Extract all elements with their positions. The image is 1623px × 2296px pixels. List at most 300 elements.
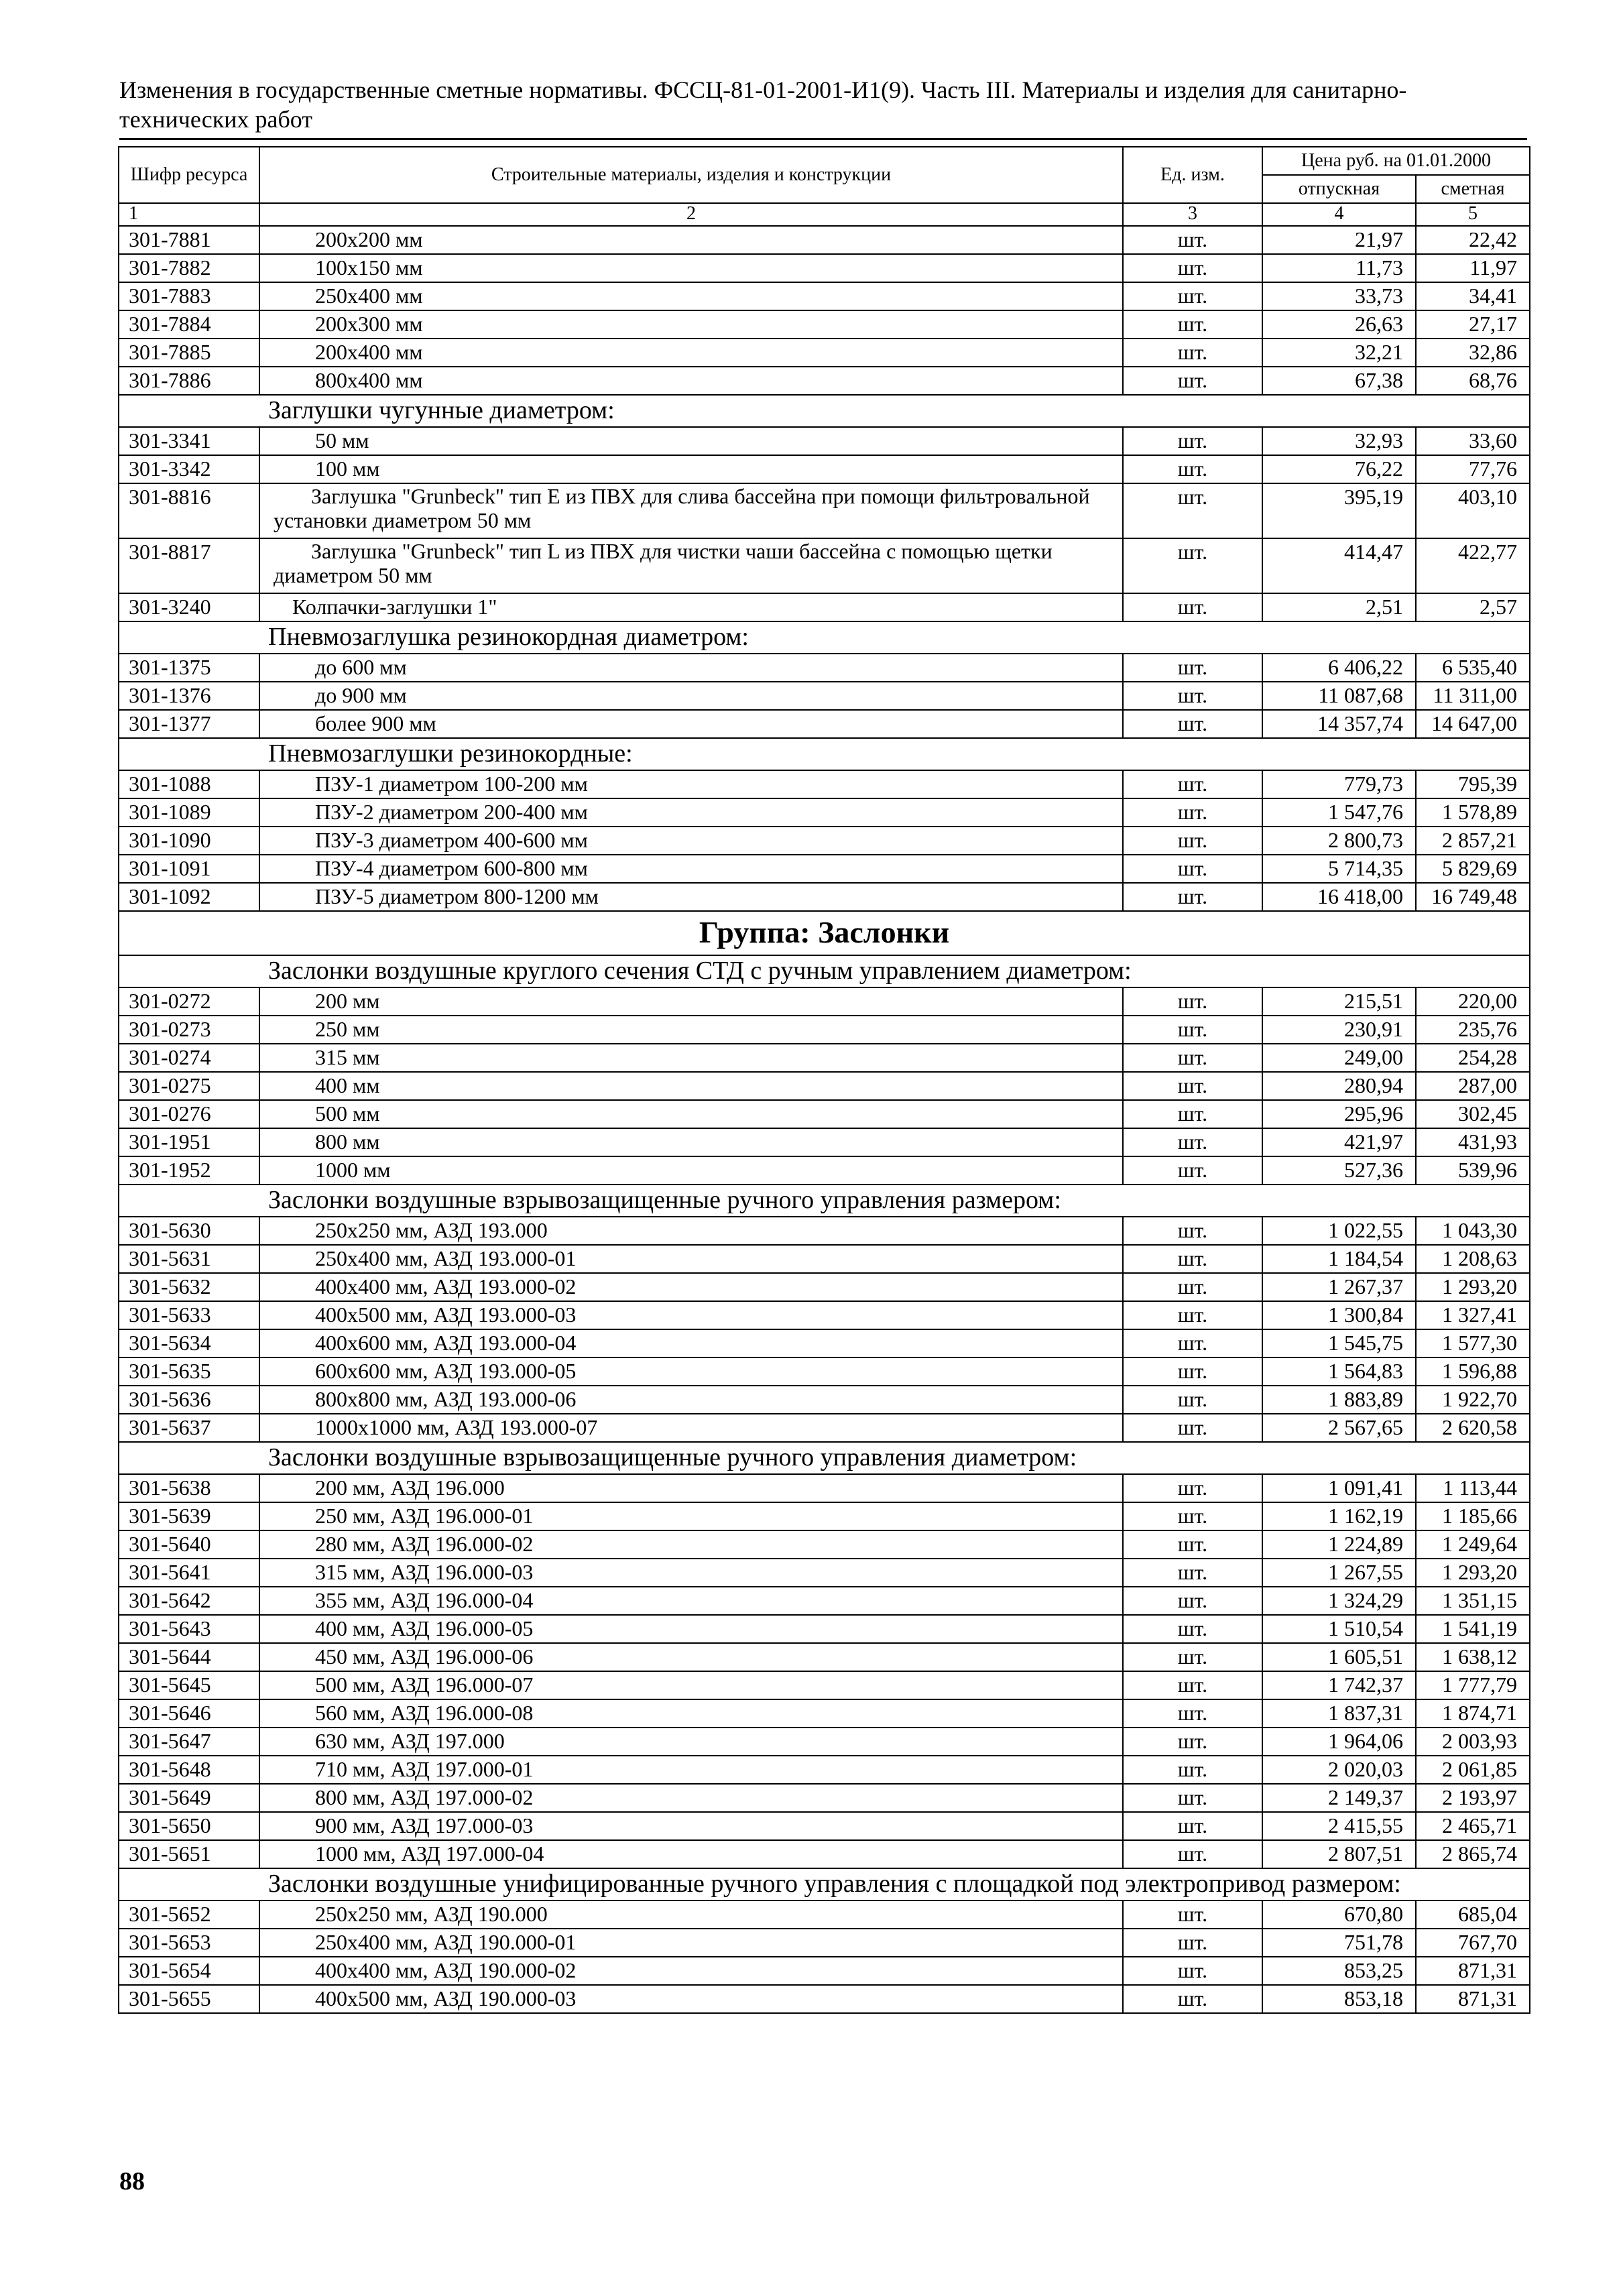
release-price: 1 964,06: [1262, 1728, 1416, 1756]
table-row: [119, 1985, 1530, 2013]
unit-of-measure: шт.: [1123, 226, 1262, 254]
table-row: [119, 1044, 1530, 1072]
release-price: 16 418,00: [1262, 883, 1416, 911]
resource-code: 301-1375: [119, 654, 259, 682]
estimate-price: 685,04: [1416, 1900, 1530, 1929]
table-row: [119, 1016, 1530, 1044]
item-name: более 900 мм: [259, 710, 1123, 738]
estimate-price: 1 777,79: [1416, 1671, 1530, 1699]
header-rule: [119, 138, 1527, 140]
resource-code: 301-8817: [119, 538, 259, 593]
item-name: 250x400 мм: [259, 282, 1123, 310]
table-row: [119, 1329, 1530, 1357]
item-name: 250x250 мм, АЗД 193.000: [259, 1217, 1123, 1245]
resource-code: 301-8816: [119, 483, 259, 538]
unit-of-measure: шт.: [1123, 1840, 1262, 1868]
unit-of-measure: шт.: [1123, 1502, 1262, 1530]
item-name: до 600 мм: [259, 654, 1123, 682]
estimate-price: 1 043,30: [1416, 1217, 1530, 1245]
resource-code: 301-5646: [119, 1699, 259, 1728]
unit-of-measure: шт.: [1123, 1643, 1262, 1671]
release-price: 1 162,19: [1262, 1502, 1416, 1530]
item-name: ПЗУ-3 диаметром 400-600 мм: [259, 827, 1123, 855]
release-price: 853,25: [1262, 1957, 1416, 1985]
resource-code: 301-3341: [119, 427, 259, 455]
unit-of-measure: шт.: [1123, 987, 1262, 1016]
estimate-price: 14 647,00: [1416, 710, 1530, 738]
item-name: 800x400 мм: [259, 367, 1123, 395]
release-price: 2 020,03: [1262, 1756, 1416, 1784]
resource-code: 301-0274: [119, 1044, 259, 1072]
section-heading: Заслонки воздушные взрывозащищенные ручного управления диаметром:: [119, 1442, 1530, 1474]
item-name: 400x500 мм, АЗД 190.000-03: [259, 1985, 1123, 2013]
resource-code: 301-5636: [119, 1386, 259, 1414]
resource-code: 301-1377: [119, 710, 259, 738]
unit-of-measure: шт.: [1123, 1072, 1262, 1100]
table-row: [119, 1386, 1530, 1414]
header-estimate: сметная: [1416, 175, 1530, 203]
section-heading-row: [119, 1868, 1530, 1900]
item-name: Колпачки-заглушки 1": [259, 593, 1123, 621]
item-name: 400x400 мм, АЗД 190.000-02: [259, 1957, 1123, 1985]
unit-of-measure: шт.: [1123, 282, 1262, 310]
table-row: [119, 1840, 1530, 1868]
unit-of-measure: шт.: [1123, 538, 1262, 593]
resource-code: 301-5648: [119, 1756, 259, 1784]
release-price: 76,22: [1262, 455, 1416, 483]
item-name: до 900 мм: [259, 682, 1123, 710]
unit-of-measure: шт.: [1123, 1812, 1262, 1840]
unit-of-measure: шт.: [1123, 427, 1262, 455]
estimate-price: 431,93: [1416, 1128, 1530, 1156]
table-row: [119, 1671, 1530, 1699]
table-row: [119, 1474, 1530, 1502]
item-name: 900 мм, АЗД 197.000-03: [259, 1812, 1123, 1840]
unit-of-measure: шт.: [1123, 1414, 1262, 1442]
table-row: [119, 1699, 1530, 1728]
table-row: [119, 1784, 1530, 1812]
release-price: 6 406,22: [1262, 654, 1416, 682]
resource-code: 301-5637: [119, 1414, 259, 1442]
release-price: 2 800,73: [1262, 827, 1416, 855]
release-price: 1 883,89: [1262, 1386, 1416, 1414]
release-price: 2 567,65: [1262, 1414, 1416, 1442]
table-row: [119, 1756, 1530, 1784]
estimate-price: 27,17: [1416, 310, 1530, 339]
table-row: [119, 1929, 1530, 1957]
resource-code: 301-5631: [119, 1245, 259, 1273]
estimate-price: 2 865,74: [1416, 1840, 1530, 1868]
estimate-price: 1 874,71: [1416, 1699, 1530, 1728]
unit-of-measure: шт.: [1123, 1699, 1262, 1728]
header-code: Шифр ресурса: [119, 147, 259, 203]
section-heading-row: [119, 1442, 1530, 1474]
item-name: 1000 мм, АЗД 197.000-04: [259, 1840, 1123, 1868]
column-number: 2: [259, 203, 1123, 226]
table-row: [119, 1128, 1530, 1156]
section-heading-row: [119, 738, 1530, 770]
item-name: 200x300 мм: [259, 310, 1123, 339]
unit-of-measure: шт.: [1123, 593, 1262, 621]
resource-code: 301-1089: [119, 798, 259, 827]
estimate-price: 871,31: [1416, 1957, 1530, 1985]
estimate-price: 403,10: [1416, 483, 1530, 538]
estimate-price: 1 577,30: [1416, 1329, 1530, 1357]
estimate-price: 1 113,44: [1416, 1474, 1530, 1502]
unit-of-measure: шт.: [1123, 1587, 1262, 1615]
item-name: Заглушка "Grunbeck" тип L из ПВХ для чистки чаши бассейна с помощью щетки диаметром 50 мм: [259, 538, 1123, 593]
table-row: [119, 1587, 1530, 1615]
release-price: 1 545,75: [1262, 1329, 1416, 1357]
unit-of-measure: шт.: [1123, 1386, 1262, 1414]
unit-of-measure: шт.: [1123, 654, 1262, 682]
unit-of-measure: шт.: [1123, 1671, 1262, 1699]
unit-of-measure: шт.: [1123, 1985, 1262, 2013]
item-name: 400 мм: [259, 1072, 1123, 1100]
estimate-price: 1 208,63: [1416, 1245, 1530, 1273]
release-price: 2 415,55: [1262, 1812, 1416, 1840]
item-name: ПЗУ-4 диаметром 600-800 мм: [259, 855, 1123, 883]
section-heading: Пневмозаглушка резинокордная диаметром:: [119, 621, 1530, 654]
estimate-price: 1 541,19: [1416, 1615, 1530, 1643]
unit-of-measure: шт.: [1123, 1357, 1262, 1386]
resource-code: 301-1092: [119, 883, 259, 911]
table-row: [119, 1900, 1530, 1929]
release-price: 21,97: [1262, 226, 1416, 254]
estimate-price: 68,76: [1416, 367, 1530, 395]
resource-code: 301-5633: [119, 1301, 259, 1329]
table-row: [119, 367, 1530, 395]
unit-of-measure: шт.: [1123, 1530, 1262, 1559]
item-name: 200x200 мм: [259, 226, 1123, 254]
resource-code: 301-1090: [119, 827, 259, 855]
item-name: 800 мм: [259, 1128, 1123, 1156]
estimate-price: 1 249,64: [1416, 1530, 1530, 1559]
estimate-price: 1 578,89: [1416, 798, 1530, 827]
estimate-price: 767,70: [1416, 1929, 1530, 1957]
table-row: [119, 1559, 1530, 1587]
resource-code: 301-1376: [119, 682, 259, 710]
release-price: 26,63: [1262, 310, 1416, 339]
unit-of-measure: шт.: [1123, 1784, 1262, 1812]
estimate-price: 34,41: [1416, 282, 1530, 310]
unit-of-measure: шт.: [1123, 1957, 1262, 1985]
estimate-price: 539,96: [1416, 1156, 1530, 1185]
section-heading: Пневмозаглушки резинокордные:: [119, 738, 1530, 770]
release-price: 1 300,84: [1262, 1301, 1416, 1329]
unit-of-measure: шт.: [1123, 855, 1262, 883]
item-name: 500 мм: [259, 1100, 1123, 1128]
resource-code: 301-5652: [119, 1900, 259, 1929]
table-row: [119, 310, 1530, 339]
release-price: 32,93: [1262, 427, 1416, 455]
estimate-price: 2,57: [1416, 593, 1530, 621]
resource-code: 301-5650: [119, 1812, 259, 1840]
resource-code: 301-5640: [119, 1530, 259, 1559]
resource-code: 301-3342: [119, 455, 259, 483]
table-row: [119, 827, 1530, 855]
release-price: 280,94: [1262, 1072, 1416, 1100]
resource-code: 301-0276: [119, 1100, 259, 1128]
resource-code: 301-5647: [119, 1728, 259, 1756]
resource-code: 301-5653: [119, 1929, 259, 1957]
table-row: [119, 682, 1530, 710]
unit-of-measure: шт.: [1123, 254, 1262, 282]
release-price: 67,38: [1262, 367, 1416, 395]
item-name: 630 мм, АЗД 197.000: [259, 1728, 1123, 1756]
resource-code: 301-5655: [119, 1985, 259, 2013]
release-price: 1 742,37: [1262, 1671, 1416, 1699]
resource-code: 301-5632: [119, 1273, 259, 1301]
release-price: 11,73: [1262, 254, 1416, 282]
estimate-price: 2 061,85: [1416, 1756, 1530, 1784]
unit-of-measure: шт.: [1123, 1929, 1262, 1957]
resource-code: 301-5651: [119, 1840, 259, 1868]
release-price: 249,00: [1262, 1044, 1416, 1072]
header-price: Цена руб. на 01.01.2000: [1262, 147, 1530, 175]
release-price: 1 605,51: [1262, 1643, 1416, 1671]
item-name: 315 мм, АЗД 196.000-03: [259, 1559, 1123, 1587]
resource-code: 301-0272: [119, 987, 259, 1016]
column-number: 4: [1262, 203, 1416, 226]
unit-of-measure: шт.: [1123, 1329, 1262, 1357]
resource-code: 301-7882: [119, 254, 259, 282]
unit-of-measure: шт.: [1123, 455, 1262, 483]
item-name: 800x800 мм, АЗД 193.000-06: [259, 1386, 1123, 1414]
estimate-price: 422,77: [1416, 538, 1530, 593]
unit-of-measure: шт.: [1123, 883, 1262, 911]
item-name: 400x400 мм, АЗД 193.000-02: [259, 1273, 1123, 1301]
estimate-price: 871,31: [1416, 1985, 1530, 2013]
table-row: [119, 883, 1530, 911]
table-row: [119, 1957, 1530, 1985]
estimate-price: 77,76: [1416, 455, 1530, 483]
resource-code: 301-5644: [119, 1643, 259, 1671]
unit-of-measure: шт.: [1123, 1474, 1262, 1502]
unit-of-measure: шт.: [1123, 1728, 1262, 1756]
release-price: 670,80: [1262, 1900, 1416, 1929]
item-name: 250x400 мм, АЗД 193.000-01: [259, 1245, 1123, 1273]
table-row: [119, 855, 1530, 883]
table-row: [119, 1245, 1530, 1273]
resource-code: 301-7885: [119, 339, 259, 367]
unit-of-measure: шт.: [1123, 770, 1262, 798]
item-name: ПЗУ-5 диаметром 800-1200 мм: [259, 883, 1123, 911]
estimate-price: 1 327,41: [1416, 1301, 1530, 1329]
release-price: 1 547,76: [1262, 798, 1416, 827]
resource-code: 301-5634: [119, 1329, 259, 1357]
section-heading: Заглушки чугунные диаметром:: [119, 395, 1530, 427]
estimate-price: 235,76: [1416, 1016, 1530, 1044]
header-release: отпускная: [1262, 175, 1416, 203]
release-price: 1 224,89: [1262, 1530, 1416, 1559]
release-price: 421,97: [1262, 1128, 1416, 1156]
table-row: [119, 483, 1530, 538]
item-name: 250x250 мм, АЗД 190.000: [259, 1900, 1123, 1929]
release-price: 295,96: [1262, 1100, 1416, 1128]
item-name: 100x150 мм: [259, 254, 1123, 282]
release-price: 2 807,51: [1262, 1840, 1416, 1868]
section-heading-row: [119, 1185, 1530, 1217]
estimate-price: 33,60: [1416, 427, 1530, 455]
release-price: 414,47: [1262, 538, 1416, 593]
item-name: 400x600 мм, АЗД 193.000-04: [259, 1329, 1123, 1357]
unit-of-measure: шт.: [1123, 1100, 1262, 1128]
unit-of-measure: шт.: [1123, 1615, 1262, 1643]
item-name: 710 мм, АЗД 197.000-01: [259, 1756, 1123, 1784]
release-price: 853,18: [1262, 1985, 1416, 2013]
resource-code: 301-5645: [119, 1671, 259, 1699]
estimate-price: 1 351,15: [1416, 1587, 1530, 1615]
unit-of-measure: шт.: [1123, 1156, 1262, 1185]
table-row: [119, 593, 1530, 621]
table-row: [119, 1414, 1530, 1442]
table-row: [119, 538, 1530, 593]
estimate-price: 2 857,21: [1416, 827, 1530, 855]
item-name: 200 мм, АЗД 196.000: [259, 1474, 1123, 1502]
estimate-price: 254,28: [1416, 1044, 1530, 1072]
table-row: [119, 1530, 1530, 1559]
release-price: 2 149,37: [1262, 1784, 1416, 1812]
item-name: 560 мм, АЗД 196.000-08: [259, 1699, 1123, 1728]
item-name: 250 мм, АЗД 196.000-01: [259, 1502, 1123, 1530]
unit-of-measure: шт.: [1123, 1217, 1262, 1245]
estimate-price: 2 465,71: [1416, 1812, 1530, 1840]
estimate-price: 16 749,48: [1416, 883, 1530, 911]
release-price: 32,21: [1262, 339, 1416, 367]
unit-of-measure: шт.: [1123, 1900, 1262, 1929]
item-name: 200 мм: [259, 987, 1123, 1016]
table-row: [119, 1812, 1530, 1840]
release-price: 33,73: [1262, 282, 1416, 310]
unit-of-measure: шт.: [1123, 1273, 1262, 1301]
table-row: [119, 710, 1530, 738]
unit-of-measure: шт.: [1123, 367, 1262, 395]
estimate-price: 22,42: [1416, 226, 1530, 254]
header-name: Строительные материалы, изделия и конструкции: [259, 147, 1123, 203]
release-price: 1 324,29: [1262, 1587, 1416, 1615]
estimate-price: 1 185,66: [1416, 1502, 1530, 1530]
section-heading: Заслонки воздушные круглого сечения СТД с ручным управлением диаметром:: [119, 955, 1530, 987]
header-unit: Ед. изм.: [1123, 147, 1262, 203]
item-name: 355 мм, АЗД 196.000-04: [259, 1587, 1123, 1615]
estimate-price: 287,00: [1416, 1072, 1530, 1100]
release-price: 5 714,35: [1262, 855, 1416, 883]
table-row: [119, 654, 1530, 682]
item-name: 50 мм: [259, 427, 1123, 455]
estimate-price: 32,86: [1416, 339, 1530, 367]
table-row: [119, 282, 1530, 310]
table-row: [119, 1357, 1530, 1386]
resource-code: 301-5643: [119, 1615, 259, 1643]
item-name: 250 мм: [259, 1016, 1123, 1044]
release-price: 779,73: [1262, 770, 1416, 798]
item-name: Заглушка "Grunbeck" тип E из ПВХ для слива бассейна при помощи фильтровальной установки диаметром 50 мм: [259, 483, 1123, 538]
table-row: [119, 339, 1530, 367]
unit-of-measure: шт.: [1123, 682, 1262, 710]
resource-code: 301-3240: [119, 593, 259, 621]
release-price: 2,51: [1262, 593, 1416, 621]
resource-code: 301-0273: [119, 1016, 259, 1044]
estimate-price: 302,45: [1416, 1100, 1530, 1128]
release-price: 1 022,55: [1262, 1217, 1416, 1245]
release-price: 1 564,83: [1262, 1357, 1416, 1386]
release-price: 1 091,41: [1262, 1474, 1416, 1502]
price-table: [118, 146, 1530, 2014]
resource-code: 301-5654: [119, 1957, 259, 1985]
unit-of-measure: шт.: [1123, 1128, 1262, 1156]
table-row: [119, 1100, 1530, 1128]
resource-code: 301-1091: [119, 855, 259, 883]
resource-code: 301-1952: [119, 1156, 259, 1185]
document-header: Изменения в государственные сметные нормативы. ФССЦ-81-01-2001-И1(9). Часть III. Материалы и изделия для санитарно-технических работ: [119, 76, 1407, 133]
resource-code: 301-5641: [119, 1559, 259, 1587]
item-name: 400x500 мм, АЗД 193.000-03: [259, 1301, 1123, 1329]
estimate-price: 1 596,88: [1416, 1357, 1530, 1386]
release-price: 1 184,54: [1262, 1245, 1416, 1273]
estimate-price: 1 922,70: [1416, 1386, 1530, 1414]
table-row: [119, 1728, 1530, 1756]
item-name: 450 мм, АЗД 196.000-06: [259, 1643, 1123, 1671]
item-name: 600x600 мм, АЗД 193.000-05: [259, 1357, 1123, 1386]
release-price: 14 357,74: [1262, 710, 1416, 738]
column-number: 3: [1123, 203, 1262, 226]
resource-code: 301-5639: [119, 1502, 259, 1530]
resource-code: 301-7886: [119, 367, 259, 395]
table-row: [119, 798, 1530, 827]
item-name: ПЗУ-1 диаметром 100-200 мм: [259, 770, 1123, 798]
resource-code: 301-7884: [119, 310, 259, 339]
resource-code: 301-0275: [119, 1072, 259, 1100]
unit-of-measure: шт.: [1123, 1559, 1262, 1587]
estimate-price: 11,97: [1416, 254, 1530, 282]
resource-code: 301-5642: [119, 1587, 259, 1615]
resource-code: 301-5635: [119, 1357, 259, 1386]
item-name: 400 мм, АЗД 196.000-05: [259, 1615, 1123, 1643]
unit-of-measure: шт.: [1123, 1016, 1262, 1044]
table-header-row: [119, 147, 1530, 175]
estimate-price: 1 293,20: [1416, 1273, 1530, 1301]
unit-of-measure: шт.: [1123, 1044, 1262, 1072]
unit-of-measure: шт.: [1123, 827, 1262, 855]
resource-code: 301-1088: [119, 770, 259, 798]
resource-code: 301-5638: [119, 1474, 259, 1502]
estimate-price: 6 535,40: [1416, 654, 1530, 682]
section-heading-row: [119, 395, 1530, 427]
section-heading-row: [119, 955, 1530, 987]
column-number: 1: [119, 203, 259, 226]
table-row: [119, 1643, 1530, 1671]
table-row: [119, 1156, 1530, 1185]
table-row: [119, 1615, 1530, 1643]
unit-of-measure: шт.: [1123, 310, 1262, 339]
table-row: [119, 427, 1530, 455]
unit-of-measure: шт.: [1123, 1756, 1262, 1784]
release-price: 1 510,54: [1262, 1615, 1416, 1643]
table-row: [119, 1301, 1530, 1329]
section-heading: Заслонки воздушные унифицированные ручного управления с площадкой под электропривод размером:: [119, 1868, 1530, 1900]
unit-of-measure: шт.: [1123, 1301, 1262, 1329]
resource-code: 301-7881: [119, 226, 259, 254]
unit-of-measure: шт.: [1123, 339, 1262, 367]
group-heading-row: [119, 911, 1530, 955]
estimate-price: 11 311,00: [1416, 682, 1530, 710]
release-price: 215,51: [1262, 987, 1416, 1016]
group-heading: Группа: Заслонки: [119, 911, 1530, 955]
item-name: 100 мм: [259, 455, 1123, 483]
table-row: [119, 1217, 1530, 1245]
resource-code: 301-5630: [119, 1217, 259, 1245]
